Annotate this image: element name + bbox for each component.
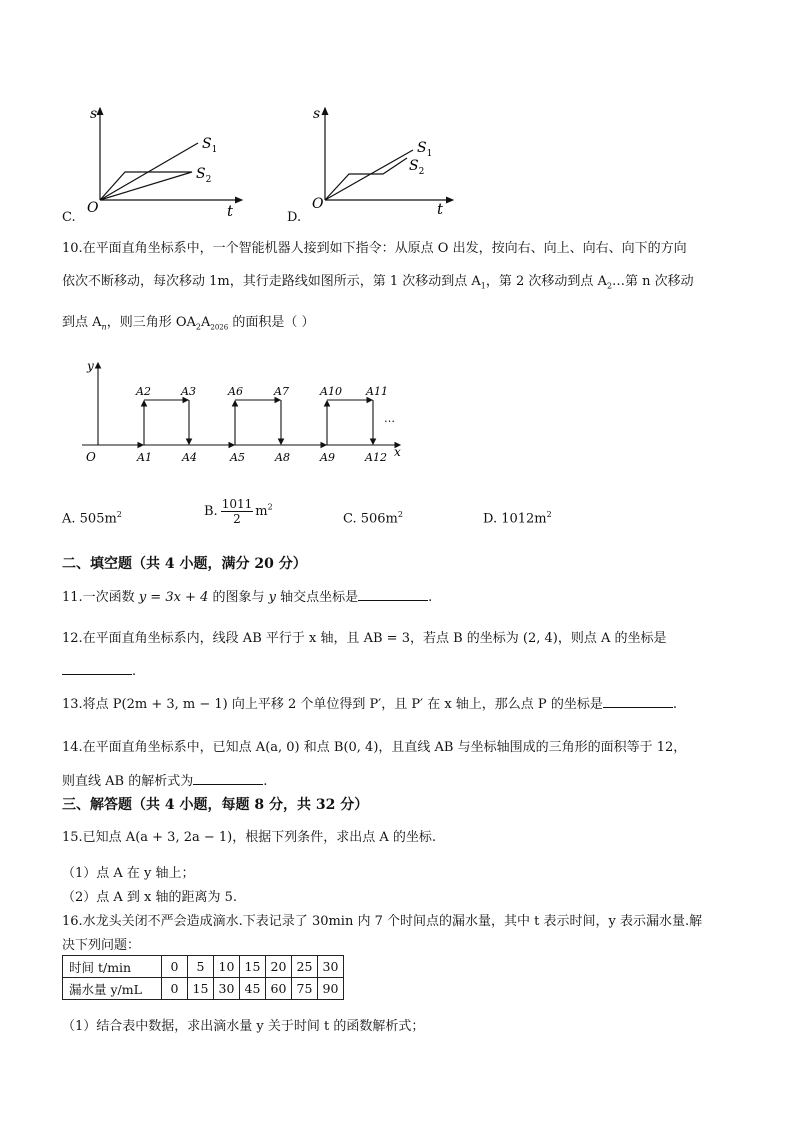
- axis-label-s: s: [313, 106, 321, 122]
- axis-label-x: x: [394, 445, 401, 459]
- label-a2: A2: [136, 385, 151, 398]
- q10-line2: 依次不断移动，每次移动 1m，其行走路线如图所示，第 1 次移动到点 $A_1$，第 2 次移动到点 $A_2\dots$第 n 次移动: [62, 274, 694, 291]
- q15-stem: 15.已知点 A(a + 3, 2a − 1)，根据下列条件，求出点 A 的坐标.: [62, 830, 437, 845]
- label-a7: A7: [274, 385, 289, 398]
- q12-line2: .: [62, 662, 136, 679]
- graph-c: [60, 100, 270, 225]
- label-s1: $S_1$: [417, 140, 433, 159]
- label-a8: A8: [275, 451, 290, 464]
- origin-label: O: [312, 196, 324, 212]
- label-a1: A1: [137, 451, 152, 464]
- label-a11: A11: [366, 385, 388, 398]
- q16-line1: 16.水龙头关闭不严会造成滴水.下表记录了 30min 内 7 个时间点的漏水量，其中 t 表示时间，y 表示漏水量.解: [62, 914, 703, 929]
- option-d-label: D.: [287, 210, 302, 225]
- label-a6: A6: [228, 385, 243, 398]
- table-row: 时间 t/min 0 5 10 15 20 25 30: [63, 956, 344, 978]
- table-row: 漏水量 y/mL 0 15 30 45 60 75 90: [63, 978, 344, 1000]
- axis-label-s: s: [90, 106, 98, 122]
- q14-line2: 则直线 AB 的解析式为 .: [62, 774, 268, 789]
- q10-option-c: C. $506m^2$: [343, 510, 403, 527]
- curve-s2: [100, 172, 192, 200]
- label-a10: A10: [320, 385, 342, 398]
- q10-line1: 10.在平面直角坐标系中，一个智能机器人接到如下指令：从原点 O 出发，按向右、向上、向右、向下的方向: [62, 241, 687, 256]
- axis-label-y: y: [87, 359, 94, 373]
- origin-label: O: [87, 200, 99, 216]
- label-s2: $S_2$: [409, 158, 425, 177]
- leak-table: [62, 955, 344, 1000]
- axis-label-t: t: [437, 200, 444, 218]
- q13: 13.将点 P(2m + 3, m − 1) 向上平移 2 个单位得到 P′，且 P′ 在 x 轴上，那么点 P 的坐标是 .: [62, 697, 677, 712]
- table-header: 漏水量 y/mL: [63, 978, 162, 1000]
- label-s1: $S_1$: [202, 136, 218, 155]
- q14-line1: 14.在平面直角坐标系中，已知点 A(a, 0) 和点 B(0, 4)，且直线 AB 与坐标轴围成的三角形的面积等于 12，: [62, 740, 687, 755]
- label-a5: A5: [230, 451, 245, 464]
- q10-option-d: D. $1012m^2$: [483, 510, 552, 527]
- table-header: 时间 t/min: [63, 956, 162, 978]
- q10-option-b: B. $\frac{1011}{2}$ $m^2$: [204, 497, 273, 526]
- label-a3: A3: [181, 385, 196, 398]
- option-c-label: C.: [62, 210, 76, 225]
- q15-part1: （1）点 A 在 y 轴上；: [62, 866, 195, 881]
- origin-label: O: [86, 450, 96, 464]
- label-a4: A4: [182, 451, 197, 464]
- q16-part1: （1）结合表中数据，求出滴水量 y 关于时间 t 的函数解析式；: [62, 1019, 425, 1034]
- q10-option-a: A. $505m^2$: [62, 510, 122, 527]
- q16-line2: 决下列问题：: [62, 938, 141, 953]
- q10-line3: 到点 $A_n$，则三角形 $OA_2A_{2026}$ 的面积是（ ）: [62, 315, 315, 332]
- label-a12: A12: [365, 451, 387, 464]
- section-3-heading: 三、解答题（共 4 小题，每题 8 分，共 32 分）: [62, 797, 369, 813]
- ellipsis: …: [384, 412, 395, 425]
- q15-part2: （2）点 A 到 x 轴的距离为 5.: [62, 890, 238, 905]
- curve-s1: [325, 150, 413, 200]
- q12-line1: 12.在平面直角坐标系内，线段 AB 平行于 x 轴，且 AB = 3，若点 B 的坐标为 (2, 4)，则点 A 的坐标是: [62, 631, 667, 646]
- q11: 11.一次函数 y = 3x + 4 的图象与 y 轴交点坐标是 .: [62, 590, 433, 605]
- section-2-heading: 二、填空题（共 4 小题，满分 20 分）: [62, 556, 307, 572]
- graph-d: [285, 100, 495, 225]
- label-s2: $S_2$: [196, 166, 212, 185]
- label-a9: A9: [320, 451, 335, 464]
- axis-label-t: t: [227, 202, 234, 220]
- robot-path-diagram: [70, 355, 420, 470]
